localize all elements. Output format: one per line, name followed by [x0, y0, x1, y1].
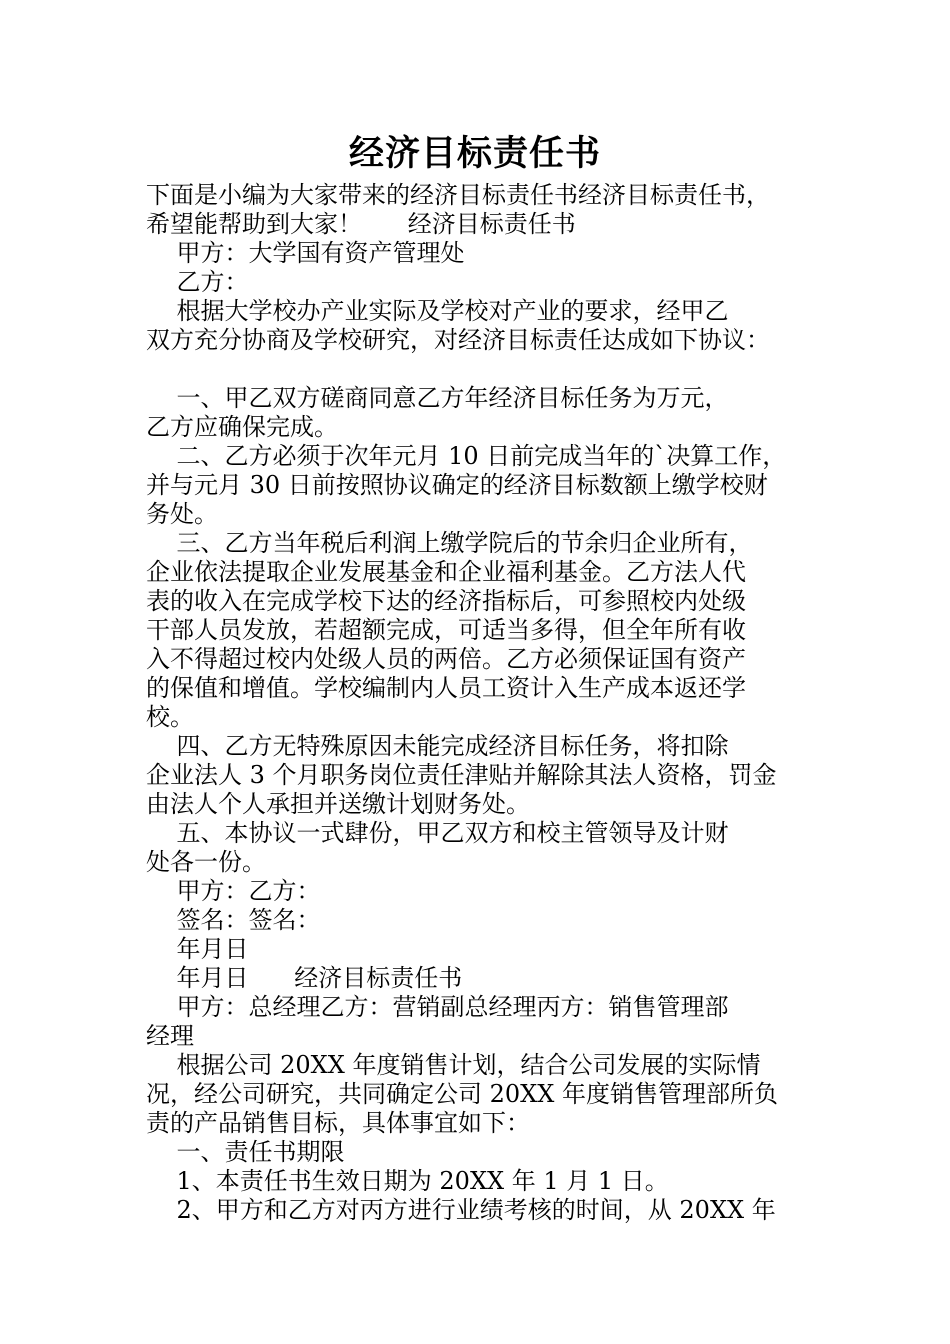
body-line: 的保值和增值。学校编制内人员工资计入生产成本返还学 [146, 674, 746, 702]
body-line: 年月日 [146, 935, 249, 963]
body-line: 根据公司 20XX 年度销售计划，结合公司发展的实际情 [146, 1051, 761, 1079]
body-line: 表的收入在完成学校下达的经济指标后，可参照校内处级 [146, 587, 746, 615]
body-line: 二、乙方必须于次年元月 10 日前完成当年的`决算工作， [146, 442, 787, 470]
body-line: 乙方： [146, 268, 249, 296]
body-line: 由法人个人承担并送缴计划财务处。 [146, 790, 530, 818]
body-line: 干部人员发放，若超额完成，可适当多得，但全年所有收 [146, 616, 746, 644]
body-line: 经理 [146, 1022, 194, 1050]
body-line: 企业法人 3 个月职务岗位责任津贴并解除其法人资格，罚金 [146, 761, 777, 789]
body-line: 1、本责任书生效日期为 20XX 年 1 月 1 日。 [146, 1167, 669, 1195]
body-line: 校。 [146, 703, 194, 731]
body-line: 双方充分协商及学校研究，对经济目标责任达成如下协议： [146, 326, 770, 354]
body-line: 年月日 经济目标责任书 [146, 964, 463, 992]
body-line: 签名：签名： [146, 906, 321, 934]
body-line: 乙方应确保完成。 [146, 413, 338, 441]
body-line: 责的产品销售目标，具体事宜如下： [146, 1109, 530, 1137]
document-body [146, 181, 818, 1225]
document-title: 经济目标责任书 [348, 133, 601, 174]
body-line: 务处。 [146, 500, 218, 528]
body-line: 甲方：总经理乙方：营销副总经理丙方：销售管理部 [146, 993, 729, 1021]
body-line: 三、乙方当年税后利润上缴学院后的节余归企业所有， [146, 529, 753, 557]
body-line: 四、乙方无特殊原因未能完成经济目标任务，将扣除 [146, 732, 729, 760]
body-line: 2、甲方和乙方对丙方进行业绩考核的时间，从 20XX 年 [146, 1196, 776, 1224]
body-line: 况，经公司研究，共同确定公司 20XX 年度销售管理部所负 [146, 1080, 778, 1108]
body-line: 一、甲乙双方磋商同意乙方年经济目标任务为万元， [146, 384, 729, 412]
body-line: 并与元月 30 日前按照协议确定的经济目标数额上缴学校财 [146, 471, 768, 499]
body-line: 企业依法提取企业发展基金和企业福利基金。乙方法人代 [146, 558, 746, 586]
body-line: 入不得超过校内处级人员的两倍。乙方必须保证国有资产 [146, 645, 746, 673]
body-line: 一、责任书期限 [146, 1138, 345, 1166]
body-line: 下面是小编为大家带来的经济目标责任书经济目标责任书， [146, 181, 770, 209]
body-line: 甲方：乙方： [146, 877, 321, 905]
body-line: 五、本协议一式肆份，甲乙双方和校主管领导及计财 [146, 819, 729, 847]
body-line: 处各一份。 [146, 848, 266, 876]
body-line: 甲方：大学国有资产管理处 [146, 239, 465, 267]
body-line: 希望能帮助到大家！ 经济目标责任书 [146, 210, 576, 238]
body-line [146, 355, 818, 384]
body-line: 根据大学校办产业实际及学校对产业的要求，经甲乙 [146, 297, 729, 325]
